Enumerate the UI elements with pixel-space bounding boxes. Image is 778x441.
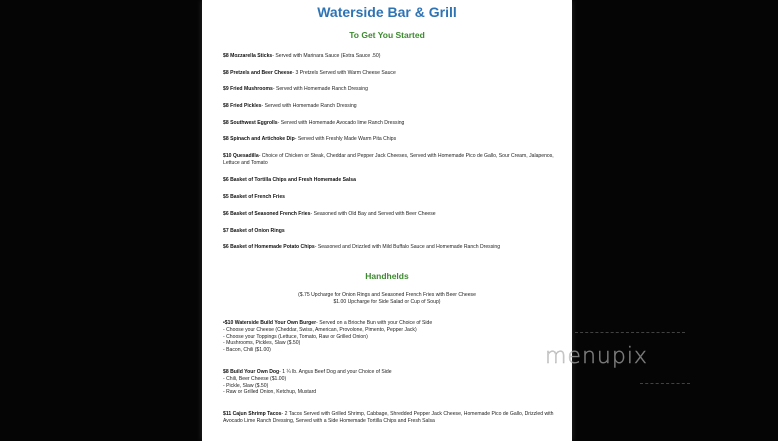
upcharge-note-1: ($.75 Upcharge for Onion Rings and Seasoned French Fries with Beer Cheese [298,292,476,298]
upcharge-note-2: $1.00 Upcharge for Side Salad or Cup of Soup) [333,299,441,305]
menu-item [223,244,558,251]
item-option: - Choose your Toppings (Lettuce, Tomato, Raw or Grilled Onion) [223,333,368,340]
item-desc: - Seasoned with Old Bay and Served with Beer Cheese [310,211,436,217]
item-name: $8 Spinach and Artichoke Dip [223,136,295,142]
item-desc: - Choice of Chicken or Steak, Cheddar and Pepper Jack Cheeses, Served with Homemade Pico de Gallo, Sour Cream, Jalapenos, Lettuce and Tomato [223,153,554,166]
item-name: $8 Fried Pickles [223,103,262,109]
item-name: $7 Basket of Onion Rings [223,228,285,234]
section-heading-handhelds: Handhelds [365,271,409,281]
item-desc: - 1 ¼ lb. Angus Beef Dog and your Choice of Side [279,369,392,375]
menu-item [223,194,558,201]
item-name: $8 Southwest Eggrolls [223,120,278,126]
item-name: $8 Mozzarella Sticks [223,53,273,59]
item-desc: - Seasoned and Drizzled with Mild Buffalo Sauce and Homemade Ranch Dressing [314,244,501,250]
menu-item [223,177,558,184]
item-desc: - 3 Pretzels Served with Warm Cheese Sauce [292,70,396,76]
item-name: $5 Basket of French Fries [223,194,285,200]
menu-item-burger [223,320,558,354]
item-name: $11 Cajun Shrimp Tacos [223,411,282,417]
page-title: Waterside Bar & Grill [317,4,457,20]
menu-item [223,136,558,143]
item-name: $6 Basket of Seasoned French Fries [223,211,311,217]
item-name: •$10 Waterside Build Your Own Burger [223,320,317,326]
menu-item [223,70,558,77]
item-desc: - Served with Homemade Ranch Dressing [272,86,368,92]
watermark-line [640,383,690,384]
menu-item-dog [223,369,558,396]
menu-item [223,53,558,60]
watermark-line [575,332,685,333]
watermark-logo: menupix [545,344,648,369]
item-option: - Bacon, Chili ($1.00) [223,347,271,354]
item-option: - Mushrooms, Pickles, Slaw ($.50) [223,340,301,347]
item-name: $10 Quesadilla [223,153,259,159]
item-desc: - Served on a Brioche Bun with your Choice of Side [316,320,433,326]
item-option: - Raw or Grilled Onion, Ketchup, Mustard [223,389,317,396]
menu-item [223,86,558,93]
item-desc: - 2 Tacos Served with Grilled Shrimp, Cabbage, Shredded Pepper Jack Cheese, Homemade Pico de Gallo, Drizzled with Avocado Lime Ranch Dressing, Served with a Side Homemade Tortilla Chips and Fresh Salsa [223,411,554,424]
menu-item [223,153,558,167]
item-desc: - Served with Freshly Made Warm Pita Chips [294,136,397,142]
item-option: - Choose your Cheese (Cheddar, Swiss, American, Provolone, Pimento, Pepper Jack) [223,326,417,333]
item-option: - Chili, Beer Cheese ($1.00) [223,375,287,382]
item-name: $6 Basket of Homemade Potato Chips [223,244,315,250]
menu-item [223,228,558,235]
menu-item [223,211,558,218]
item-name: $8 Pretzels and Beer Cheese [223,70,293,76]
menu-item-tacos [223,411,558,425]
item-desc: - Served with Homemade Ranch Dressing [261,103,357,109]
menu-page [202,0,572,441]
item-name: $6 Basket of Tortilla Chips and Fresh Homemade Salsa [223,177,356,183]
item-name: $8 Build Your Own Dog [223,369,280,375]
item-name: $9 Fried Mushrooms [223,86,273,92]
section-heading-starters: To Get You Started [349,30,425,40]
menu-item [223,120,558,127]
item-desc: - Served with Homemade Avocado lime Ranch Dressing [277,120,405,126]
item-desc: - Served with Marinara Sauce (Extra Sauce .50) [272,53,381,59]
menu-item [223,103,558,110]
item-option: - Pickle, Slaw ($.50) [223,382,269,389]
